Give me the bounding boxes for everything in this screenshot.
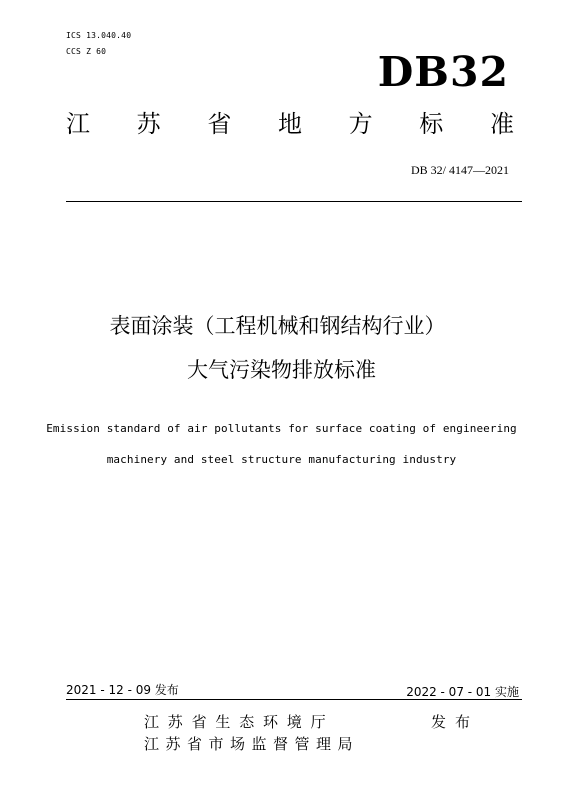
publish-label: 发布 [431,713,480,731]
publisher-line-2: 江苏省市场监督管理局 [144,735,360,753]
english-title-line-1: Emission standard of air pollutants for surface coating of engineering [46,422,517,435]
standard-type-char: 江 [66,110,90,138]
standard-type-char: 苏 [136,110,161,138]
footer-divider [66,699,522,700]
chinese-title-line-2: 大气污染物排放标准 [187,358,376,382]
standard-type-char: 省 [207,110,232,138]
standard-type-char: 方 [348,110,373,138]
standard-logo: DB32 [377,48,509,96]
ics-code: ICS 13.040.40 [66,31,132,40]
publisher-line-1: 江苏省生态环境厅 [144,713,335,731]
standard-type-heading [66,110,514,139]
english-title-line-2: machinery and steel structure manufacturing industry [106,453,457,466]
issue-date: 2021 - 12 - 09 发布 [66,683,179,697]
ccs-code: CCS Z 60 [66,47,107,56]
implementation-date: 2022 - 07 - 01 实施 [406,685,519,699]
standard-type-char: 准 [489,110,514,138]
standard-number: DB 32/ 4147—2021 [410,163,509,177]
header-divider [66,201,522,202]
standard-type-char: 标 [419,110,444,138]
standard-type-char: 地 [277,110,302,138]
chinese-title-line-1: 表面涂装（工程机械和钢结构行业） [109,314,446,338]
